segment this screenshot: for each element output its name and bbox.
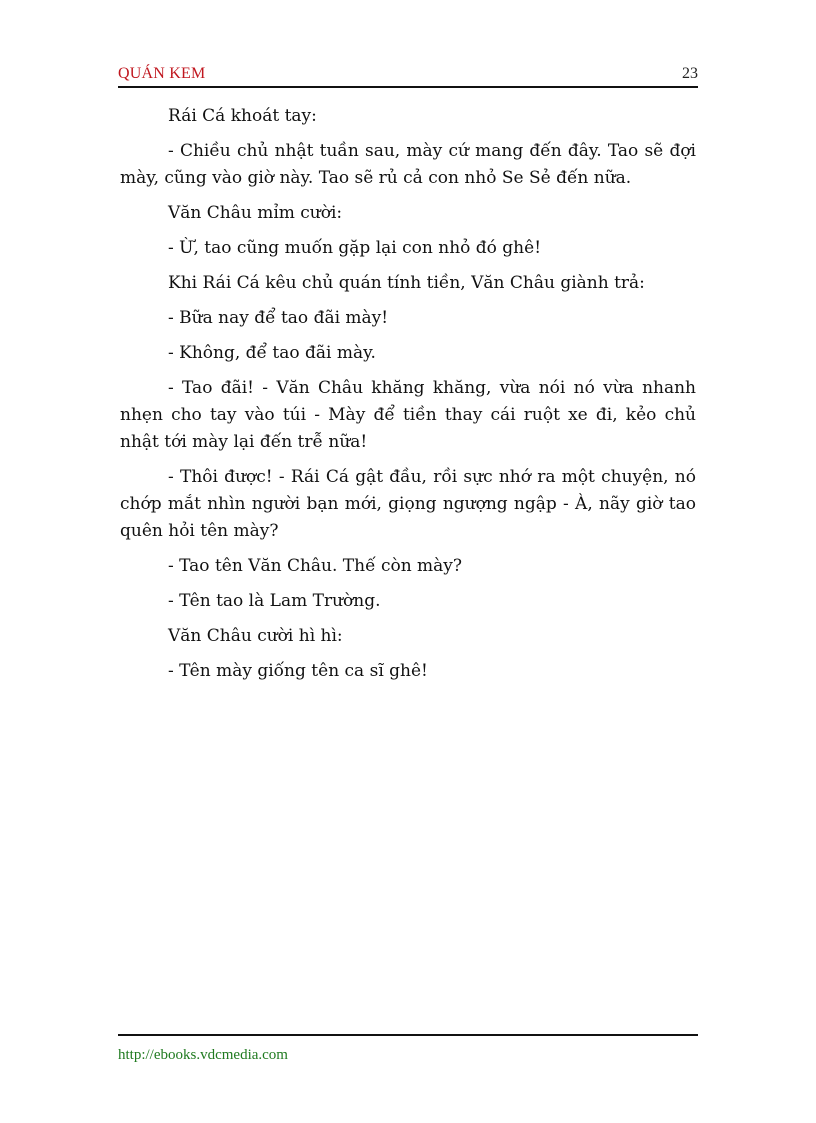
paragraph: Văn Châu cười hì hì:	[168, 626, 343, 646]
story-body	[120, 103, 696, 693]
paragraph: - Tên tao là Lam Trường.	[168, 591, 381, 611]
book-title: QUÁN KEM	[118, 65, 206, 82]
paragraph: - Không, để tao đãi mày.	[168, 343, 376, 363]
paragraph: - Thôi được! - Rái Cá gật đầu, rồi sực nhớ ra một chuyện, nó chớp mắt nhìn người bạn mới, giọng ngượng ngập - À, nãy giờ tao quên hỏi tên mày?	[120, 467, 696, 541]
paragraph: - Tao tên Văn Châu. Thế còn mày?	[168, 556, 463, 576]
page-footer	[118, 1034, 698, 1065]
paragraph: Văn Châu mỉm cười:	[168, 203, 343, 223]
paragraph: - Chiều chủ nhật tuần sau, mày cứ mang đến đây. Tao sẽ đợi mày, cũng vào giờ này. Tao sẽ rủ cả con nhỏ Se Sẻ đến nữa.	[120, 141, 696, 188]
paragraph: - Tao đãi! - Văn Châu khăng khăng, vừa nói nó vừa nhanh nhẹn cho tay vào túi - Mày để tiền thay cái ruột xe đi, kẻo chủ nhật tới mày lại đến trễ nữa!	[120, 378, 696, 452]
page-header	[118, 64, 698, 88]
paragraph: - Bữa nay để tao đãi mày!	[168, 308, 389, 328]
paragraph: Rái Cá khoát tay:	[168, 106, 317, 126]
footer-url-link[interactable]: http://ebooks.vdcmedia.com	[118, 1047, 288, 1063]
paragraph: Khi Rái Cá kêu chủ quán tính tiền, Văn Châu giành trả:	[168, 273, 645, 293]
page-number: 23	[682, 65, 698, 82]
paragraph: - Tên mày giống tên ca sĩ ghê!	[168, 661, 428, 681]
paragraph: - Ừ, tao cũng muốn gặp lại con nhỏ đó ghê!	[168, 238, 542, 258]
